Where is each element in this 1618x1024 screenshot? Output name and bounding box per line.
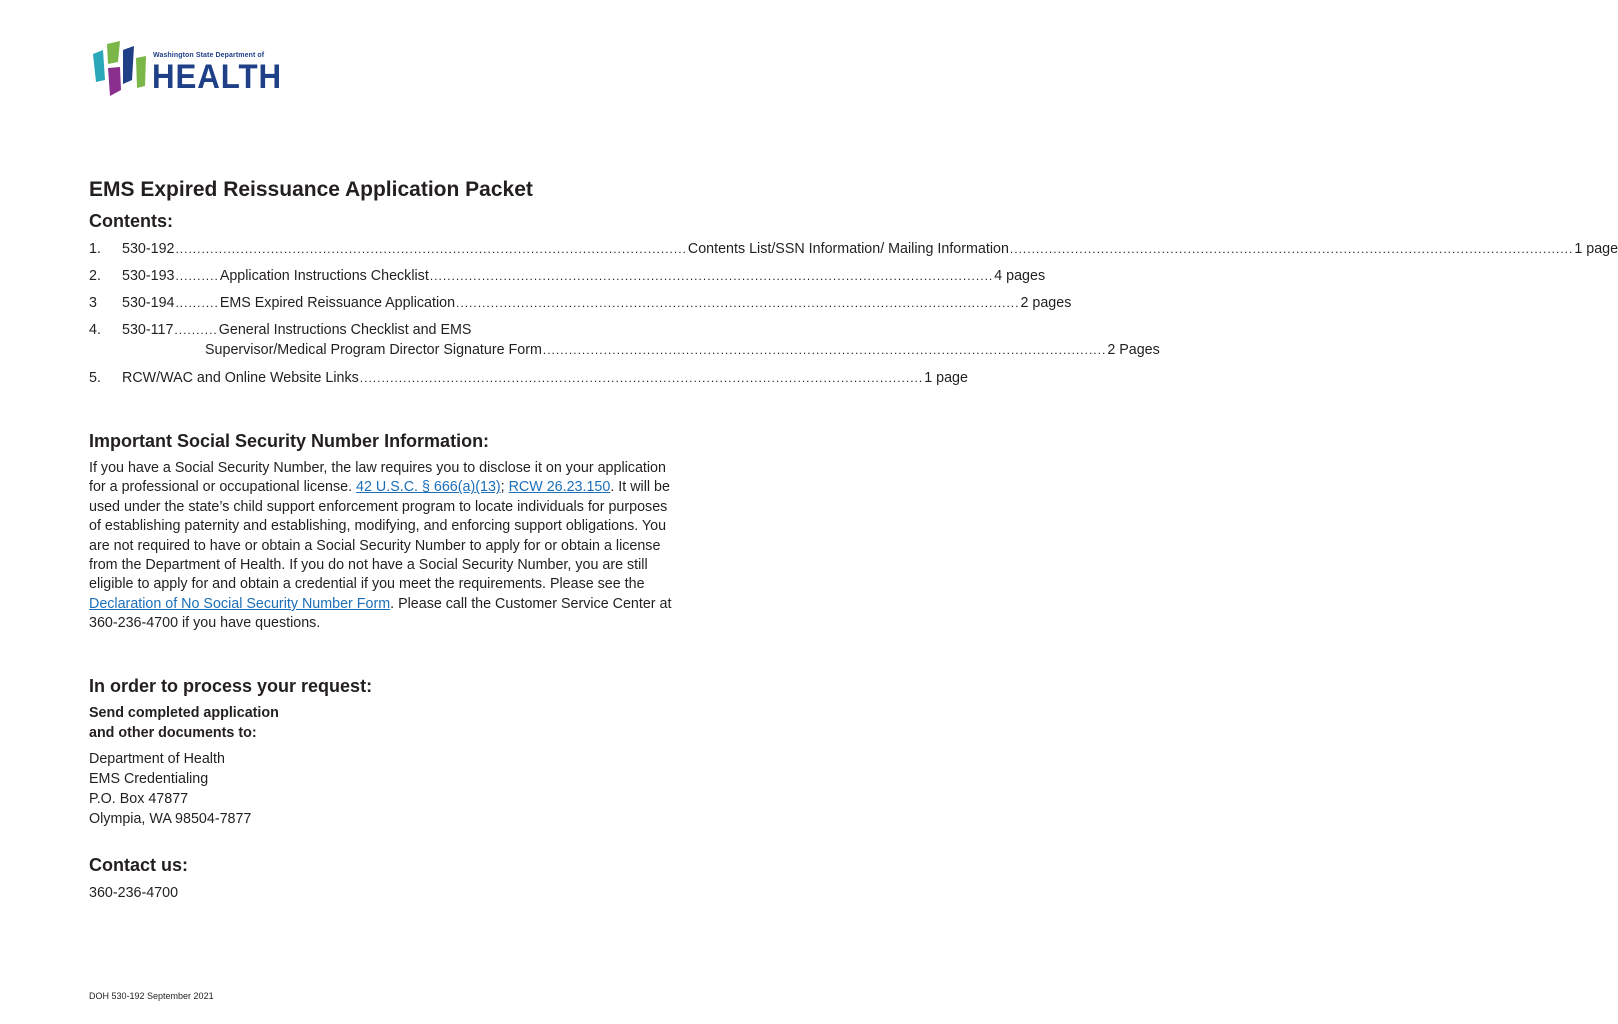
- toc-number: 2.: [89, 268, 101, 284]
- doh-logo-mark-icon: [90, 40, 152, 102]
- ssn-paragraph: If you have a Social Security Number, the law requires you to disclose it on your application for a professional or occupational license. 42 U.S.C. § 666(a)(13); RCW 26.23.150. It will be used under the state’s child support enforcement program to locate individuals for purposes of establishing paternity and establishing, modifying, and enforcing support obligations. You are not required to have or obtain a Social Security Number to apply for or obtain a license from the Department of Health. If you do not have a Social Security Number, you are still eligible to apply for and obtain a credential if you meet the requirements. Please see the Declaration of No Social Security Number Form. Please call the Customer Service Center at 360-236-4700 if you have questions.: [89, 460, 672, 632]
- toc-title: EMS Expired Reissuance Application: [219, 295, 456, 311]
- toc-number: 5.: [89, 370, 101, 386]
- toc-code: 530-117: [122, 322, 174, 338]
- mailing-address: [89, 749, 251, 829]
- usc-link[interactable]: 42 U.S.C. § 666(a)(13): [356, 479, 501, 496]
- toc-pages: 1 page: [1574, 241, 1618, 257]
- toc-pages: 2 Pages: [1107, 342, 1160, 358]
- contents-heading: Contents:: [89, 211, 173, 231]
- toc-number: 4.: [89, 322, 101, 338]
- toc-pages: 1 page: [924, 370, 968, 386]
- toc-code: 530-194: [122, 295, 175, 311]
- declaration-form-link[interactable]: Declaration of No Social Security Number Form: [89, 595, 391, 612]
- logo-health-text: HEALTH: [152, 58, 283, 96]
- doh-logo: [90, 40, 283, 102]
- address-line: Department of Health: [89, 751, 225, 767]
- form-footer: DOH 530-192 September 2021: [89, 991, 214, 1001]
- toc-title: RCW/WAC and Online Website Links: [122, 370, 359, 386]
- toc-title-line1: General Instructions Checklist and EMS: [218, 322, 472, 338]
- address-line: EMS Credentialing: [89, 771, 209, 787]
- toc-item: 4. 530-117 .......... General Instructions Checklist and EMS Supervisor/Medical Program Director Signature Form .................................................................................................................................. 2 Pages: [89, 322, 1160, 358]
- rcw-link[interactable]: RCW 26.23.150: [508, 479, 611, 496]
- contact-phone: 360-236-4700: [89, 885, 179, 901]
- toc-item: 5. RCW/WAC and Online Website Links .................................................................................................................................. 1 page: [89, 370, 968, 386]
- toc-number: 3: [89, 295, 97, 311]
- address-line: P.O. Box 47877: [89, 791, 189, 807]
- toc-title: Contents List/SSN Information/ Mailing Information: [687, 241, 1009, 257]
- contact-heading: Contact us:: [89, 855, 188, 875]
- toc-item: 1. 530-192 ...................................................................................................................... Contents List/SSN Information/ Mailing Information .................................................................................................................................. 1 page: [89, 241, 1618, 257]
- toc-code: 530-192: [122, 241, 175, 257]
- toc-pages: 4 pages: [994, 268, 1046, 284]
- toc-item: 2. 530-193 .......... Application Instructions Checklist .................................................................................................................................. 4 pages: [89, 268, 1046, 284]
- toc-title: Application Instructions Checklist: [219, 268, 429, 284]
- toc-item: 3 530-194 .......... EMS Expired Reissuance Application .................................................................................................................................. 2 pages: [89, 295, 1072, 311]
- process-heading: In order to process your request:: [89, 676, 373, 696]
- send-instruction: Send completed application and other documents to:: [89, 705, 279, 741]
- address-line: Olympia, WA 98504-7877: [89, 811, 252, 827]
- toc-title-line2: Supervisor/Medical Program Director Signature Form: [205, 342, 542, 358]
- logo-agency-text: Washington State Department of: [153, 52, 265, 59]
- ssn-heading: Important Social Security Number Information:: [89, 431, 490, 451]
- toc-number: 1.: [89, 241, 101, 257]
- toc-code: 530-193: [122, 268, 175, 284]
- document-title: EMS Expired Reissuance Application Packet: [89, 178, 533, 201]
- toc-pages: 2 pages: [1020, 295, 1072, 311]
